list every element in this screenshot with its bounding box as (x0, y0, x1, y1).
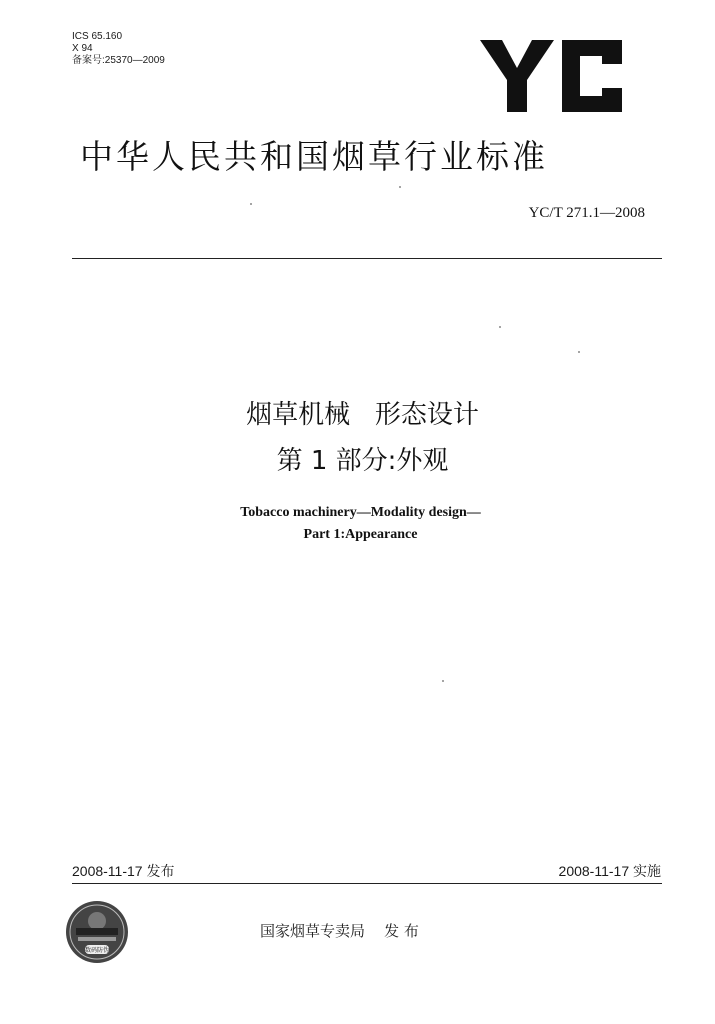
scan-speck (499, 326, 501, 328)
publisher: 国家烟草专卖局 发 布 (260, 922, 419, 940)
title-en-line2: Part 1:Appearance (303, 527, 418, 542)
record-number: 备案号:25370—2009 (72, 55, 165, 66)
document-meta (72, 31, 165, 67)
scan-speck (399, 186, 401, 188)
implementation-date: 2008-11-17 实施 (558, 863, 661, 879)
title-zh-line1: 烟草机械 形态设计 (246, 400, 479, 430)
title-zh-line2: 第 1 部分:外观 (276, 446, 449, 476)
issue-date: 2008-11-17 发布 (72, 863, 175, 879)
standard-number: YC/T 271.1—2008 (528, 205, 645, 221)
standard-category-title: 中华人民共和国烟草行业标准 (80, 137, 548, 176)
anti-counterfeit-seal-icon (64, 899, 130, 965)
footer-divider (72, 883, 662, 884)
svg-text:数码防伪: 数码防伪 (84, 947, 110, 954)
classification-code: X 94 (72, 43, 93, 54)
title-en-line1: Tobacco machinery—Modality design— (240, 505, 481, 520)
ics-code: ICS 65.160 (72, 31, 123, 42)
scan-speck (578, 351, 580, 353)
yc-logo (480, 36, 628, 116)
header-divider (72, 258, 662, 259)
scan-speck (250, 203, 252, 205)
scan-speck (442, 680, 444, 682)
